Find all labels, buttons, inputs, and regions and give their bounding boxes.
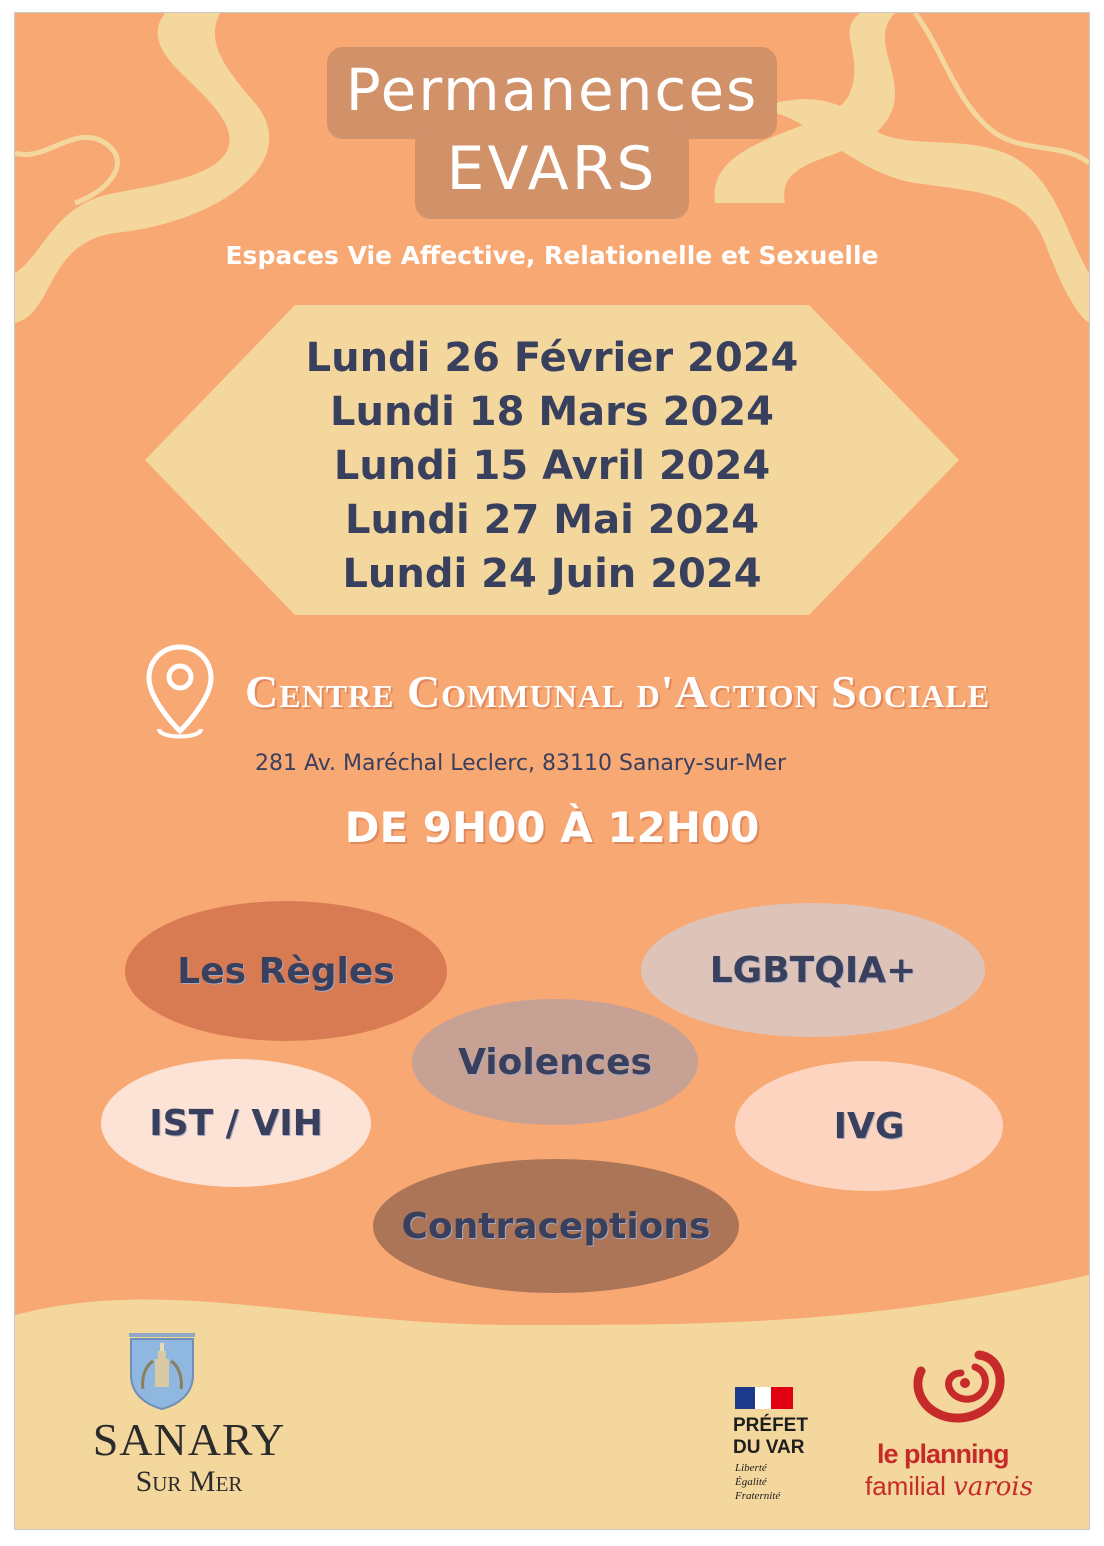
planning-familial-word: familial <box>865 1471 946 1501</box>
devise-liberte: Liberté <box>735 1462 767 1474</box>
poster <box>14 12 1090 1530</box>
sanary-crest-icon <box>127 1331 197 1411</box>
planning-familial-varois: varois <box>953 1472 1034 1502</box>
topic-bubble-contraceptions: Contraceptions <box>373 1159 739 1293</box>
opening-hours: DE 9H00 À 12H00 <box>344 803 760 852</box>
map-pin-icon <box>145 643 215 745</box>
topic-bubble-ivg: IVG <box>735 1061 1003 1191</box>
date-item: Lundi 15 Avril 2024 <box>333 443 771 489</box>
planning-familial-line2 <box>865 1471 1033 1502</box>
date-item: Lundi 24 Juin 2024 <box>342 551 762 597</box>
dates-list <box>195 331 909 601</box>
sanary-logo-name: SANARY <box>92 1414 286 1465</box>
sanary-logo-sub: Sur Mer <box>135 1465 243 1498</box>
topic-bubble-ist-vih: IST / VIH <box>101 1059 371 1187</box>
date-item: Lundi 27 Mai 2024 <box>344 497 760 543</box>
topic-bubble-violences: Violences <box>412 999 698 1125</box>
prefet-devise <box>735 1461 780 1503</box>
marianne-flag-icon <box>735 1387 793 1409</box>
prefet-logo-text <box>733 1415 808 1459</box>
prefet-line1: PRÉFET <box>733 1415 808 1436</box>
topic-bubble-regles: Les Règles <box>125 901 447 1041</box>
devise-egalite: Égalité <box>735 1476 767 1488</box>
location-address: 281 Av. Maréchal Leclerc, 83110 Sanary-sur-Mer <box>255 751 787 776</box>
planning-familial-swirl-icon <box>905 1343 1015 1435</box>
topic-bubble-lgbt: LGBTQIA+ <box>641 903 985 1037</box>
devise-fraternite: Fraternité <box>735 1490 781 1502</box>
prefet-line2: DU VAR <box>733 1437 805 1458</box>
page-title: Permanences <box>345 56 759 124</box>
location-name: Centre Communal d'Action Sociale <box>245 666 991 717</box>
planning-familial-line1: le planning <box>877 1439 1009 1469</box>
page-title-acronym: EVARS <box>446 134 658 204</box>
subtitle: Espaces Vie Affective, Relationelle et Sexuelle <box>225 241 879 270</box>
date-item: Lundi 18 Mars 2024 <box>330 389 774 435</box>
date-item: Lundi 26 Février 2024 <box>305 335 799 381</box>
